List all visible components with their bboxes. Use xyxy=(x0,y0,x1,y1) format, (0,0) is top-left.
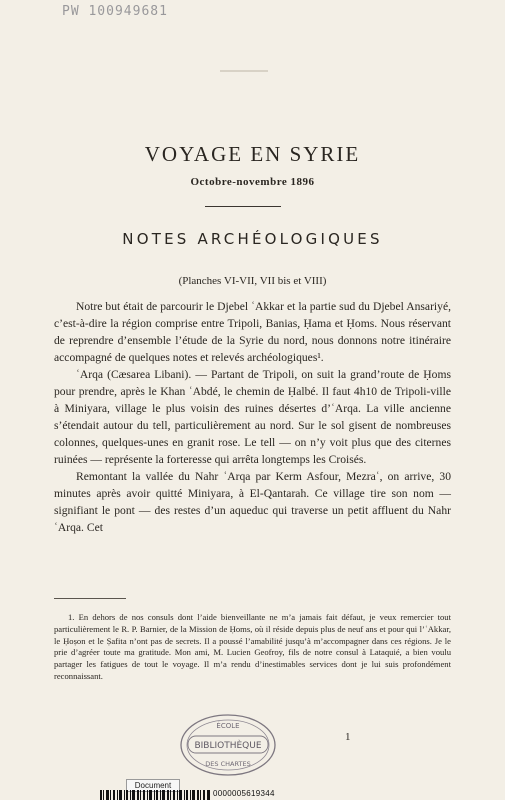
section-title: NOTES ARCHÉOLOGIQUES xyxy=(122,230,383,248)
document-label: Document xyxy=(126,779,180,792)
seal-top-text: ÉCOLE xyxy=(216,722,240,730)
title-divider xyxy=(205,206,281,207)
paragraph: Remontant la vallée du Nahr ʿArqa par Kerm Asfour, Mezraʿ, on arrive, 30 minutes après avoir quitté Miniyara, à El-Qantarah. Ce village tire son nom — signifiant le pont — des restes d’un aqueduc qui traverse un petit affluent du Nahr ʿArqa. Cet xyxy=(54,470,451,534)
seal-middle-text: BIBLIOTHÈQUE xyxy=(194,741,262,751)
seal-bottom-text: DES CHARTES xyxy=(205,760,251,768)
faded-header-mark xyxy=(220,70,268,72)
date-subtitle: Octobre-novembre 1896 xyxy=(190,176,315,188)
footnote-divider xyxy=(54,598,126,599)
barcode-icon xyxy=(100,790,210,800)
footnote-text: 1. En dehors de nos consuls dont l’aide bienveillante ne m’a jamais fait défaut, je veux remercier tout particulièrement le R. P. Barnier, de la Mission de Ḥoms, où il réside depuis plus de neuf ans et pour qui l’ʿAkkar, le Ḥoṣon et le Ṣafita n’ont pas de secrets. Il a poussé l’amabilité jusqu’à m’accompagner dans ces régions. Je le prie d’agréer toute ma gratitude. Mon ami, M. Lucien Geofroy, fils de notre consul à Lataquié, a bien voulu partager les fatigues de tout le voyage. Il m’a rendu d’inestimables services dont je lui suis profondément reconnaissant. xyxy=(54,612,451,681)
page-title: VOYAGE EN SYRIE xyxy=(144,142,361,166)
plates-reference: (Planches VI-VII, VII bis et VIII) xyxy=(178,275,327,287)
paragraph: Notre but était de parcourir le Djebel ʿAkkar et la partie sud du Djebel Ansariyé, c’est-à-dire la région comprise entre Tripoli, Banias, Ḥama et Ḥoms. Nous réservant de reprendre d’ensemble l’étude de la Syrie du nord, nous donnons notre itinéraire accompagné de quelques notes et relevés archéologiques¹. xyxy=(54,300,451,364)
footnote xyxy=(54,612,451,683)
body-text xyxy=(54,298,451,536)
paragraph: ʿArqa (Cæsarea Libani). — Partant de Tripoli, on suit la grand’route de Ḥoms pour prendre, après le Khan ʿAbdé, le chemin de Ḥalbé. Il faut 4h10 de Tripoli-ville à Miniyara, village le plus voisin des ruines désertes d’ʿArqa. La ville ancienne s’étendait autour du tell, particulièrement au nord. Sur le sol gisent de nombreuses colonnes, quelques-unes en granit rose. Le tell — on n’y voit plus que des citernes ruinées — représente la forteresse qui arrêta longtemps les Croisés. xyxy=(54,368,451,466)
library-seal-stamp xyxy=(178,712,278,778)
inventory-stamp: PW 100949681 xyxy=(62,4,168,19)
barcode-number: 0000005619344 xyxy=(213,789,275,798)
page-number: 1 xyxy=(345,731,351,743)
